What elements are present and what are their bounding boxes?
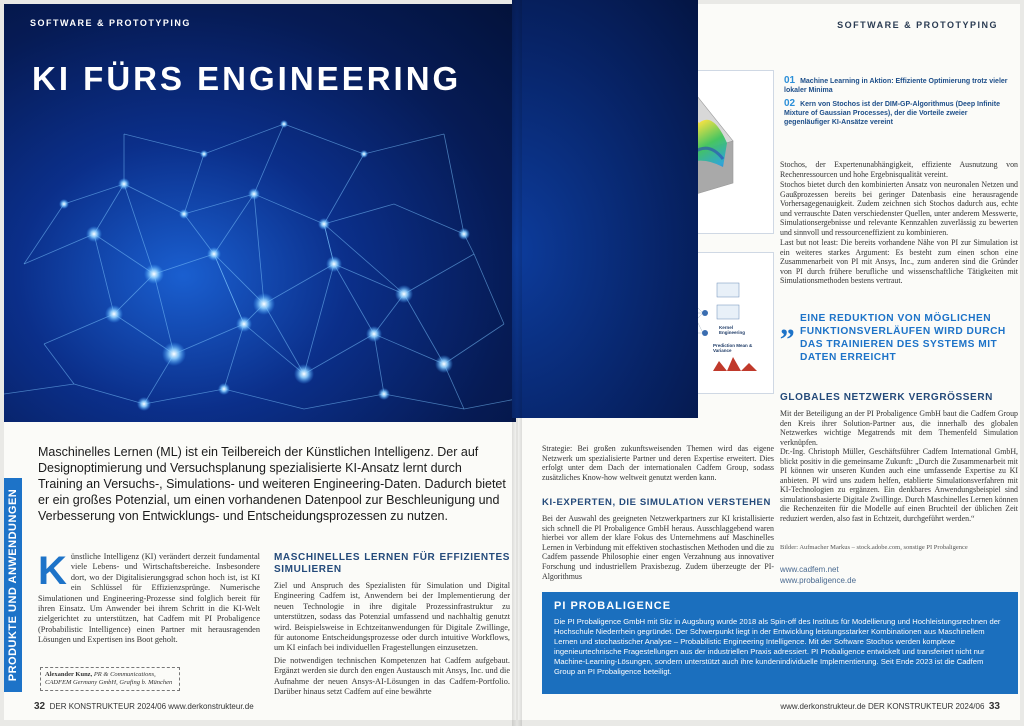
caption-text: Kern von Stochos ist der DIM-GP-Algorithmus (Deep Infinite Mixture of Gaussian Processes), der die Vorteile zweier gegenläufiger KI-Ansätze vereint xyxy=(784,101,1000,126)
section-tab xyxy=(4,478,22,692)
link-cadfem[interactable]: www.cadfem.net xyxy=(780,565,839,574)
section-kicker: SOFTWARE & PROTOTYPING xyxy=(30,18,191,28)
link-probaligence[interactable]: www.probaligence.de xyxy=(780,576,857,585)
info-box-text: Die PI Probaligence GmbH mit Sitz in Augsburg wurde 2018 als Spin-off des Instituts für Modellierung und Hochleistungsrechnen der Hochschule Niederrhein gegründet. Der Schwerpunkt liegt in der Entwicklung leistungsstarker Kombinationen aus Maschinellem Lernen und stochastischer Analyse – Probabilistic Engineering Intelligence. Mit der Software Stochos werden komplexe ingenieurtechnische Fragestellungen aus der industriellen Praxis adressiert. PI Probaligence entwickelt und transferiert nicht nur Machine-Learning-Lösungen, sondern unterstützt auch ihre kundenindividuelle Implementierung. Seit Ende 2023 ist die Cadfem Group an PI Probaligence beteiligt. xyxy=(554,617,1001,676)
gutter-shadow xyxy=(512,0,522,726)
body-column-right-left-2 xyxy=(542,497,774,581)
author-company: CADFEM Germany GmbH, Grafing b. München xyxy=(45,679,173,686)
subheading: MASCHINELLES LERNEN FÜR EFFIZIENTES SIMULIEREN xyxy=(274,552,510,575)
article-title: KI FÜRS ENGINEERING xyxy=(32,60,462,97)
page-footer xyxy=(34,701,254,712)
page-number: 32 xyxy=(34,701,46,712)
image-credits: Bilder: Aufmacher Markus – stock.adobe.com, sonstige PI Probaligence xyxy=(780,544,968,551)
quote-icon: „ xyxy=(780,308,795,341)
figure-captions xyxy=(784,76,1012,131)
author-name: Alexander Kunz, xyxy=(45,671,93,678)
author-role: PR & Communications, xyxy=(93,671,156,678)
body-paragraph: Last but not least: Die bereits vorhandene Nähe von PI zur Simulation ist ein weiteres starkes Argument: Es besteht zum einen schon eine Zusammenarbeit von PI mit Ansys, Inc., zum anderen sind die Gründer von PI durch frühere berufliche und wissenschaftliche Tätigkeiten mit Simulationsmethoden bestens vertraut. xyxy=(780,238,1018,285)
pull-quote-text: EINE REDUKTION VON MÖGLICHEN FUNKTIONSVERLÄUFEN WIRD DURCH DAS TRAINIEREN DES SYSTEMS MIT DATEN ERREICHT xyxy=(800,313,1006,363)
info-box xyxy=(542,592,1018,694)
caption-01 xyxy=(784,76,1012,95)
body-column-right-mid xyxy=(780,392,1018,523)
subheading: KI-EXPERTEN, DIE SIMULATION VERSTEHEN xyxy=(542,497,771,508)
body-paragraph: Mit der Beteiligung an der PI Probaligence GmbH baut die Cadfem Group den Kreis ihrer Solution-Partner aus, die innerhalb des globalen Netzwerkes wichtige Megatrends mit dem Themenfeld Simulation verknüpfen. xyxy=(780,409,1018,447)
caption-02 xyxy=(784,99,1012,127)
diagram-label-prediction: Prediction Mean & Variance xyxy=(713,343,753,353)
caption-number: 02 xyxy=(784,98,796,109)
section-kicker: SOFTWARE & PROTOTYPING xyxy=(837,20,998,30)
body-column-right-left-1: Strategie: Bei großen zukunftsweisenden Themen wird das eigene Netzwerk um spezialisierte Partner und deren Expertise erweitert. Dies erfolgt unter dem Dach der internationalen Cadfem Group, sodass zusätzliches Know-how weltweit genutzt werden kann. xyxy=(542,444,774,482)
body-paragraph: Stochos bietet durch den kombinierten Ansatz von neuronalen Netzen und Gaußprozessen bereits bei geringer Datenbasis eine herausragende Vorhersagegenauigkeit. Zudem zeichnen sich Stochos dadurch aus, echte und verrauschte Daten verschiedenster Quellen, unter anderem Messwerte, Simulationsergebnisse und relevante Kennzahlen zuverlässig zu bewerten und sinnvoll und ressourceneffizient zu kombinieren. xyxy=(780,180,1018,237)
caption-text: Machine Learning in Aktion: Effiziente Optimierung trotz vieler lokaler Minima xyxy=(784,78,1008,94)
subheading: GLOBALES NETZWERK VERGRÖSSERN xyxy=(780,392,993,403)
body-paragraph: Bei der Auswahl des geeigneten Netzwerkpartners zur KI kristallisierte sich schnell die PI Probaligence GmbH heraus. Ausschlaggebend waren hierbei vor allem der klare Fokus des Unternehmens auf Maschinelles Lernen in Verbindung mit effektiven stochastischen Methoden und die zu Cadfem passende Philosophie einer engen Verzahnung aus innovativer Forschung und industriellem Praxisbezug. Zudem überzeugte der PI-Algorithmus xyxy=(542,514,774,581)
body-paragraph: Ziel und Anspruch des Spezialisten für Simulation und Digital Engineering Cadfem ist, Anwendern bei der Implementierung der neuen Technologie in ihre digitale Prozessinfrastruktur zu unterstützen, sodass das Potenzial umfassend und nachhaltig genutzt wird. Beispielsweise in Echtzeitanwendungen für Digitale Zwillinge, für autonome Entscheidungsprozesse oder durch intuitive Workflows, um KI einfach bei individuellen Fragestellungen einzusetzen. xyxy=(274,581,510,653)
hero-image xyxy=(4,4,516,422)
info-box-title: PI PROBALIGENCE xyxy=(554,600,672,612)
article-intro: Maschinelles Lernen (ML) ist ein Teilbereich der Künstlichen Intelligenz. Der auf Designoptimierung und Versuchsplanung spezialisierte KI-Ansatz lernt durch Training an Versuchs-, Simulations- und weiteren Engineering-Daten. Dadurch bietet er ein großes Potenzial, um einen vorhandenen Datenpool zur Beschleunigung und Verbesserung von Entwicklungs- und Entscheidungsprozessen zu nutzen. xyxy=(38,445,506,523)
body-paragraph: Die notwendigen technischen Kompetenzen hat Cadfem aufgebaut. Ergänzt werden sie durch den engen Austausch mit Ansys, Inc. und die Aufnahme der neuen Ansys-AI-Lösungen in das Cadfem-Portfolio. Darüber hinaus setzt Cadfem auf eine bewährte xyxy=(274,655,510,697)
diagram-label-kernel: Kernel Engineering xyxy=(719,325,746,335)
page-footer xyxy=(780,701,1000,712)
left-page xyxy=(4,4,516,720)
body-column-right-top xyxy=(780,160,1018,287)
pull-quote xyxy=(780,308,1018,364)
drop-cap: K xyxy=(38,549,67,593)
body-paragraph: Dr.-Ing. Christoph Müller, Geschäftsführer Cadfem International GmbH, blickt positiv in die gemeinsame Zukunft: „Durch die Zusammenarbeit mit PI können wir unseren Kunden auch eine umfassende Expertise zu KI anbieten. PI wird uns zudem helfen, etablierte Simulationsverfahren mit KI-Technologien zu ergänzen. Ein denkbares Anwendungsbeispiel sind simulationsbasierte Digitale Zwillinge. Durch Maschinelles Lernen können die Rechenzeiten für die Modelle auf einen Bruchteil der üblichen Zeit reduziert werden, also fast in Echtzeit, durchgeführt werden.“ xyxy=(780,447,1018,523)
author-box xyxy=(40,667,180,691)
body-column-1 xyxy=(38,549,260,646)
body-column-2 xyxy=(274,552,510,699)
hero-image-bleed xyxy=(512,0,698,418)
section-tab-label: PRODUKTE UND ANWENDUNGEN xyxy=(7,488,19,682)
footer-text: www.derkonstrukteur.de DER KONSTRUKTEUR 2024/06 xyxy=(780,702,985,711)
body-text: ünstliche Intelligenz (KI) verändert derzeit fundamental viele Lebens- und Wirtschaftsbereiche. Insbesondere dort, wo der Digitalisierungsgrad schon hoch ist, ist KI ein Schlüssel für Effizienzsprünge. Numerische Simulationen und Engineering-Prozesse sind folglich bereit für ihren Einsatz. Um Anwender bei ihrem Schritt in die KI-Welt zielgerichtet zu unterstützen, hat Cadfem mit PI Probaligence (Probabilistic Intelligence) einen Partner mit herausragenden Lösungen und Expertisen ins Boot geholt. xyxy=(38,552,260,645)
page-number: 33 xyxy=(988,701,1000,712)
caption-number: 01 xyxy=(784,75,796,86)
web-links xyxy=(780,564,856,586)
footer-text: DER KONSTRUKTEUR 2024/06 www.derkonstrukteur.de xyxy=(49,702,254,711)
body-paragraph: Stochos, der Expertenunabhängigkeit, effiziente Ausnutzung von Rechenressourcen und hohe Ergebnisqualität vereint. xyxy=(780,160,1018,179)
